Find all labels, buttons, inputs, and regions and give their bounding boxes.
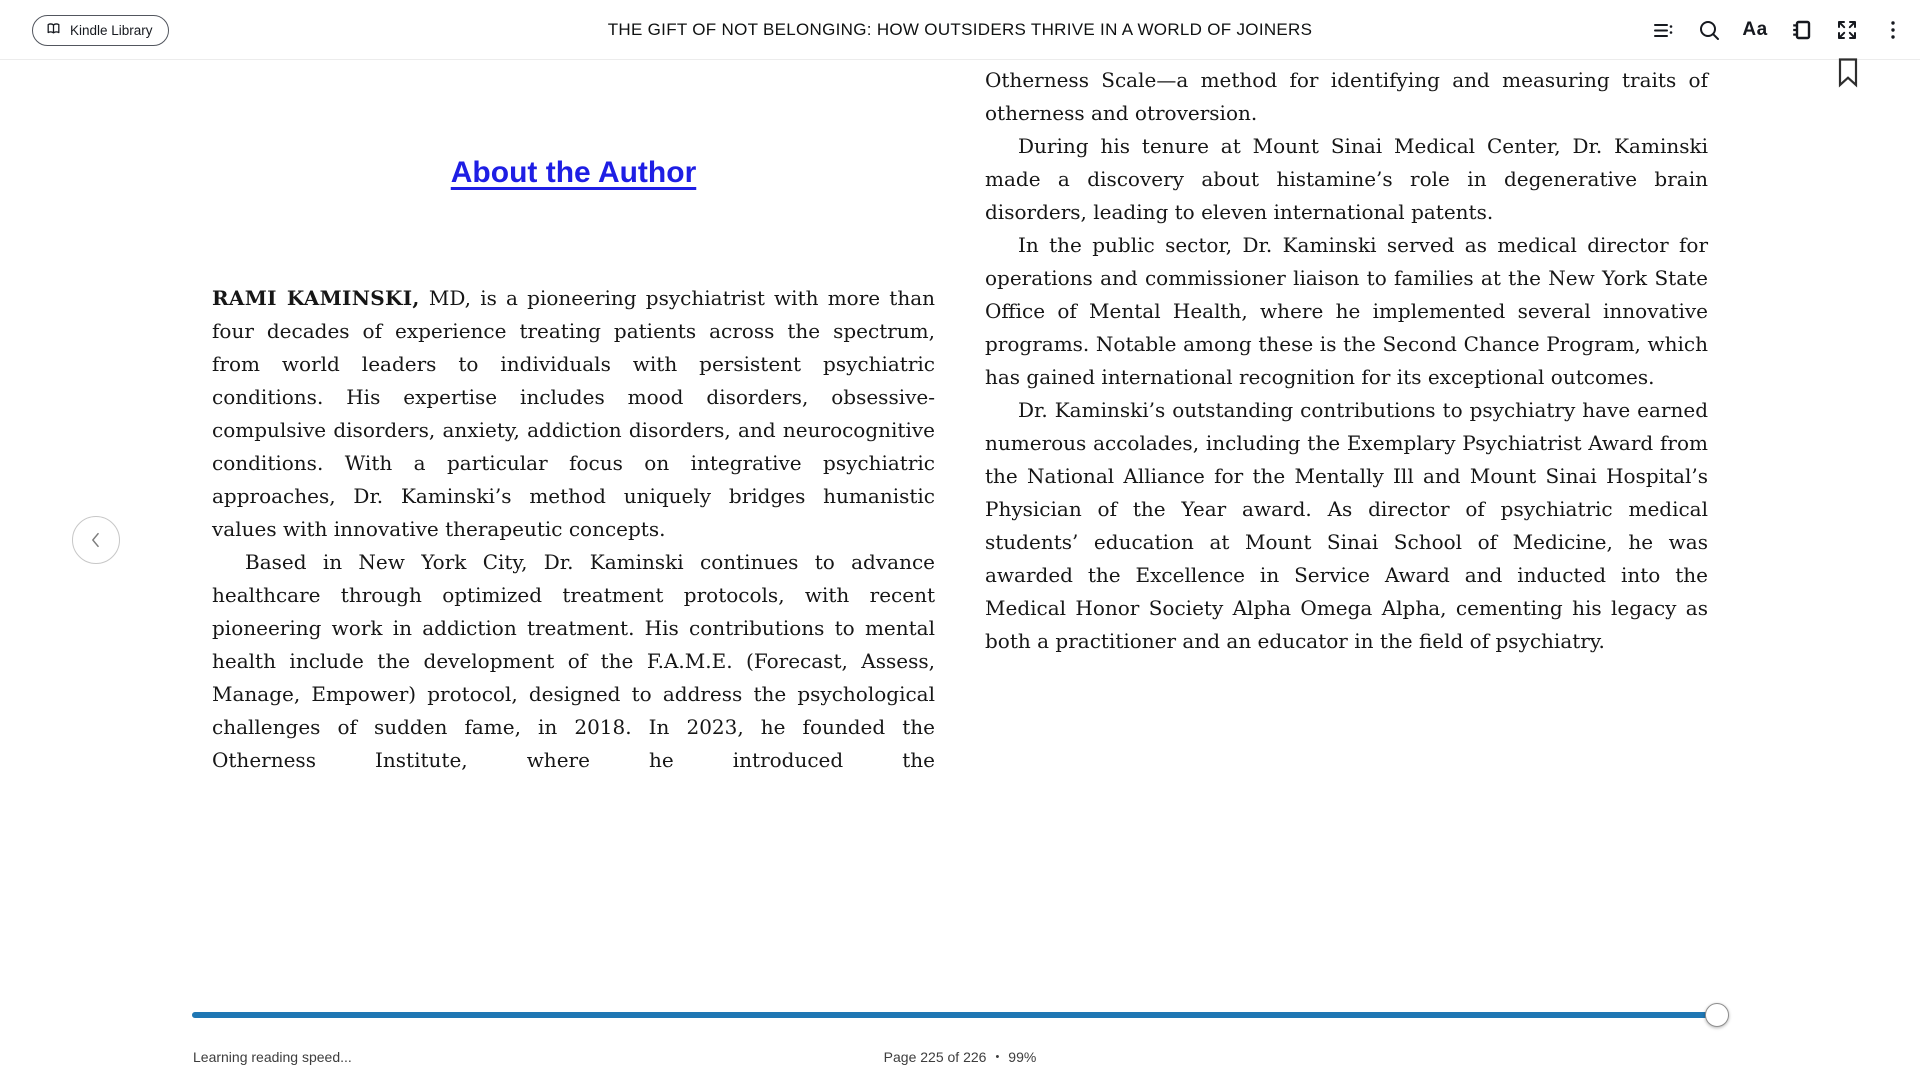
author-name-lead: RAMI KAMINSKI, — [212, 286, 420, 310]
book-title: THE GIFT OF NOT BELONGING: HOW OUTSIDERS THRIVE IN A WORLD OF JOINERS — [607, 20, 1313, 39]
percent-read-label: 99% — [1008, 1049, 1037, 1065]
open-book-icon — [45, 21, 62, 41]
previous-page-button[interactable] — [72, 516, 120, 564]
top-toolbar — [0, 0, 1920, 60]
page-info — [0, 1049, 1920, 1065]
table-of-contents-icon[interactable] — [1650, 17, 1676, 43]
chevron-left-icon — [79, 516, 113, 564]
paragraph: During his tenure at Mount Sinai Medical Center, Dr. Kaminski made a discovery about histamine’s role in degenerative brain disorders, leading to eleven international patents. — [985, 134, 1708, 224]
toolbar-icons — [1650, 0, 1906, 60]
book-page-left — [212, 60, 935, 777]
page-layout-icon[interactable] — [1788, 17, 1814, 43]
dot-separator: • — [995, 1051, 1000, 1063]
reading-speed-status: Learning reading speed... — [193, 1049, 352, 1065]
kindle-library-label: Kindle Library — [70, 23, 153, 38]
kindle-library-button[interactable] — [32, 15, 169, 46]
reading-progress-bar[interactable] — [192, 1012, 1728, 1018]
chapter-heading-link[interactable]: About the Author — [450, 156, 697, 189]
paragraph-text: MD, is a pioneering psychiatrist with more than four decades of experience treating patients across the spectrum, from world leaders to individuals with persistent psychiatric conditions. His expertise includes mood disorders, obsessive-compulsive disorders, anxiety, addiction disorders, and neurocognitive conditions. With a particular focus on integrative psychiatric approaches, Dr. Kaminski’s method uniquely bridges humanistic values with innovative therapeutic concepts. — [212, 286, 936, 541]
paragraph: In the public sector, Dr. Kaminski served as medical director for operations and commissioner liaison to families at the New York State Office of Mental Health, where he implemented several innovative programs. Notable among these is the Second Chance Program, which has gained international recognition for its exceptional outcomes. — [985, 233, 1708, 389]
search-icon[interactable] — [1696, 17, 1722, 43]
more-menu-icon[interactable] — [1880, 17, 1906, 43]
reading-progress-handle[interactable] — [1705, 1003, 1729, 1027]
heading-spacer — [212, 190, 935, 282]
reading-progress-fill — [192, 1012, 1713, 1018]
fullscreen-icon[interactable] — [1834, 17, 1860, 43]
font-settings-icon[interactable] — [1742, 17, 1768, 43]
bookmark-icon[interactable] — [1838, 58, 1858, 88]
paragraph: Dr. Kaminski’s outstanding contributions to psychiatry have earned numerous accolades, including the Exemplary Psychiatrist Award from the National Alliance for the Mentally Ill and Mount Sinai Hospital’s Physician of the Year award. As director of psychiatric medical students’ education at Mount Sinai School of Medicine, he was awarded the Excellence in Service Award and inducted into the Medical Honor Society Alpha Omega Alpha, cementing his legacy as both a practitioner and an educator in the field of psychiatry. — [985, 398, 1708, 653]
font-settings-label: Aa — [1742, 19, 1768, 40]
paragraph: Otherness Scale—a method for identifying and measuring traits of otherness and otroversion. — [985, 68, 1708, 125]
paragraph — [212, 282, 935, 546]
paragraph: Based in New York City, Dr. Kaminski continues to advance healthcare through optimized treatment protocols, with recent pioneering work in addiction treatment. His contributions to mental health include the development of the F.A.M.E. (Forecast, Assess, Manage, Empower) protocol, designed to address the psychological challenges of sudden fame, in 2018. In 2023, he founded the Otherness Institute, where he introduced the — [212, 550, 935, 772]
book-page-right — [985, 64, 1708, 658]
page-number-label: Page 225 of 226 — [883, 1049, 987, 1065]
